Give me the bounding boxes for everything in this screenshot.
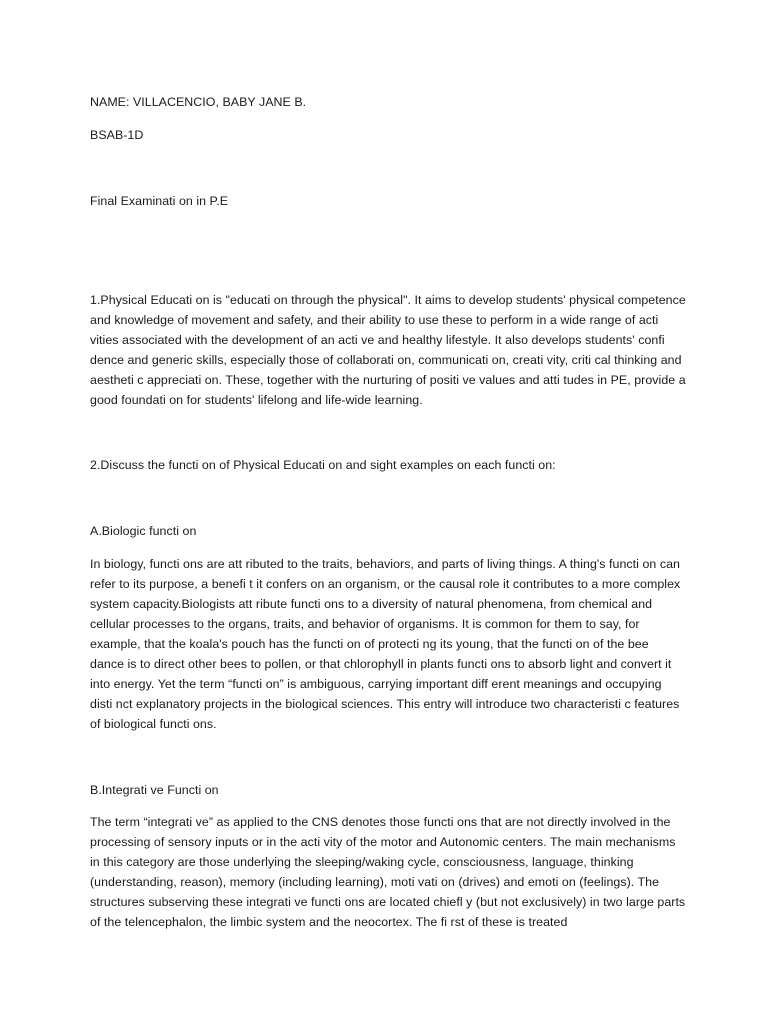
exam-title: Final Examinati on in P.E — [90, 194, 229, 208]
student-section: BSAB-1D — [90, 128, 144, 142]
section-a-paragraph: In biology, functi ons are att ributed to the traits, behaviors, and parts of living things. A thing's functi on can refer to its purpose, a benefi t it confers on an organism, or the causal role it contributes to a more complex system capacity.Biologists att ribute functi ons to a diversity of natural phenomena, from chemical and cellular processes to the organs, traits, and behavior of organisms. It is common for them to say, for example, that the koala's pouch has the functi on of protecti ng its young, that the functi on of the bee dance is to direct other bees to pollen, or that chlorophyll in plants functi ons to absorb light and convert it into energy. Yet the term “functi on” is ambiguous, carrying important diff erent meanings and occupying disti nct explanatory projects in the biological sciences. This entry will introduce two characteristi c features of biological functi ons. — [90, 557, 681, 731]
answer-1-paragraph: 1.Physical Educati on is "educati on through the physical". It aims to develop students' physical competence and knowledge of movement and safety, and their ability to use these to perform in a wide range of acti vities associated with the development of an acti ve and healthy lifestyle. It also develops students' confi dence and generic skills, especially those of collaborati on, communicati on, creati vity, criti cal thinking and aestheti c appreciati on. These, together with the nurturing of positi ve values and atti tudes in PE, provide a good foundati on for students' lifelong and life-wide learning. — [90, 293, 686, 407]
section-b-paragraph: The term “integrati ve” as applied to the CNS denotes those functi ons that are not directly involved in the processing of sensory inputs or in the acti vity of the motor and Autonomic centers. The main mechanisms in this category are those underlying the sleeping/waking cycle, consciousness, language, thinking (understanding, reason), memory (including learning), moti vati on (drives) and emoti on (feelings). The structures subserving these integrati ve functi ons are located chiefl y (but not exclusively) in two large parts of the telencephalon, the limbic system and the neocortex. The fi rst of these is treated — [90, 815, 686, 929]
section-a-heading: A.Biologic functi on — [90, 524, 197, 538]
question-2-prompt: 2.Discuss the functi on of Physical Educati on and sight examples on each functi on: — [90, 458, 556, 472]
section-b-heading: B.Integrati ve Functi on — [90, 783, 219, 797]
student-name: NAME: VILLACENCIO, BABY JANE B. — [90, 95, 307, 109]
